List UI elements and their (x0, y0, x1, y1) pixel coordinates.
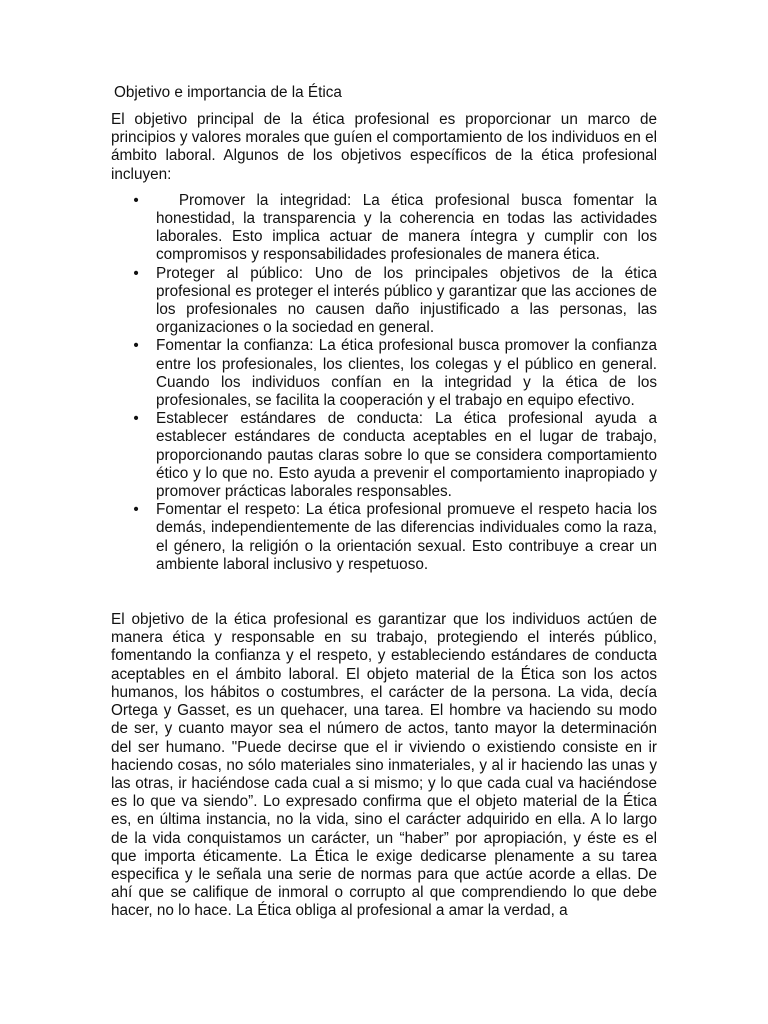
list-item (111, 501, 657, 574)
bullet-icon: • (133, 410, 139, 428)
list-item-text: Fomentar la confianza: La ética profesional busca promover la confianza entre los profesionales, los clientes, los colegas y el público en general. Cuando los individuos confían en la integridad y la ética de los profesionales, se facilita la cooperación y el trabajo en equipo efectivo. (156, 337, 657, 410)
bullet-icon: • (133, 337, 139, 355)
list-item-text: Promover la integridad: La ética profesional busca fomentar la honestidad, la transparencia y la coherencia en todas las actividades laborales. Esto implica actuar de manera íntegra y cumplir con los compromisos y responsabilidades profesionales de manera ética. (156, 191, 657, 264)
closing-paragraph: El objetivo de la ética profesional es garantizar que los individuos actúen de manera ética y responsable en su trabajo, protegiendo el interés público, fomentando la confianza y el respeto, y estableciendo estándares de conducta aceptables en el ámbito laboral. El objeto material de la Ética son los actos humanos, los hábitos o costumbres, el carácter de la persona. La vida, decía Ortega y Gasset, es un quehacer, una tarea. El hombre va haciendo su modo de ser, y cuanto mayor sea el número de actos, tanto mayor la determinación del ser humano. "Puede decirse que el ir viviendo o existiendo consiste en ir haciendo cosas, no sólo materiales sino inmateriales, y al ir haciendo las unas y las otras, ir haciéndose cada cual a si mismo; y lo que cada cual va haciéndose es lo que va siendo”. Lo expresado confirma que el objeto material de la Ética es, en última instancia, no la vida, sino el carácter adquirido en ella. A lo largo de la vida conquistamos un carácter, un “haber” por apropiación, y éste es el que importa éticamente. La Ética le exige dedicarse plenamente a su tarea especifica y le señala una serie de normas para que actúe acorde a ellas. De ahí que se califique de inmoral o corrupto al que comprendiendo lo que debe hacer, no lo hace. La Ética obliga al profesional a amar la verdad, a (111, 611, 657, 920)
list-item-text: Establecer estándares de conducta: La ética profesional ayuda a establecer estándares de conducta aceptables en el lugar de trabajo, proporcionando pautas claras sobre lo que se considera comportamiento ético y lo que no. Esto ayuda a prevenir el comportamiento inapropiado y promover prácticas laborales responsables. (156, 410, 657, 501)
objectives-list (111, 192, 657, 574)
list-item (111, 265, 657, 338)
bullet-icon: • (133, 501, 139, 519)
bullet-icon: • (133, 191, 139, 209)
document-page (111, 84, 657, 921)
intro-paragraph: El objetivo principal de la ética profesional es proporcionar un marco de principios y valores morales que guíen el comportamiento de los individuos en el ámbito laboral. Algunos de los objetivos específicos de la ética profesional incluyen: (111, 111, 657, 183)
list-item (111, 192, 657, 265)
list-item (111, 337, 657, 410)
list-item (111, 410, 657, 501)
bullet-icon: • (133, 264, 139, 282)
document-title: Objetivo e importancia de la Ética (114, 84, 342, 101)
section-spacer (111, 574, 657, 611)
list-item-text: Proteger al público: Uno de los principales objetivos de la ética profesional es proteger el interés público y garantizar que las acciones de los profesionales no causen daño injustificado a las personas, las organizaciones o la sociedad en general. (156, 264, 657, 337)
list-item-text: Fomentar el respeto: La ética profesional promueve el respeto hacia los demás, independientemente de las diferencias individuales como la raza, el género, la religión o la orientación sexual. Esto contribuye a crear un ambiente laboral inclusivo y respetuoso. (156, 501, 657, 573)
